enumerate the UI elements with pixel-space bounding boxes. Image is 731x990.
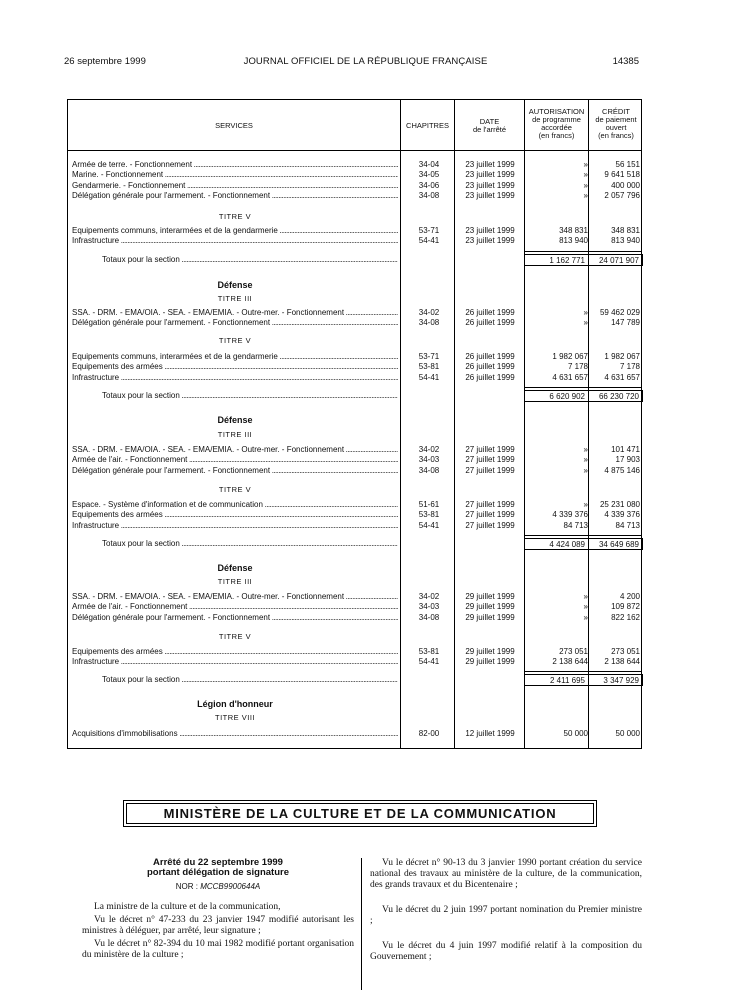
service-cell: Equipements des armées ..... <box>72 647 398 657</box>
section-title: Défense <box>217 280 253 290</box>
table-row <box>68 466 643 476</box>
autorisation-cell: » <box>583 180 588 190</box>
paragraph: Vu le décret n° 90-13 du 3 janvier 1990 portant création du service national des travaux au ministère de la culture, de la communication, des grands travaux et du Bicentenaire ; <box>370 858 642 890</box>
autorisation-cell: 4 339 376 <box>552 510 588 520</box>
titre-heading: TITRE V <box>218 485 252 494</box>
section-total-autorisation: 2 411 695 <box>524 674 589 686</box>
credit-cell: 4 339 376 <box>604 510 640 520</box>
section-total-autorisation: 1 162 771 <box>524 254 589 266</box>
chapitre-cell: 34-02 <box>418 445 440 454</box>
header-line: de l'arrêté <box>472 125 507 134</box>
date-cell: 23 juillet 1999 <box>465 236 515 246</box>
table-row <box>68 170 643 180</box>
service-cell: Armée de l'air. - Fonctionnement ..... <box>72 455 398 465</box>
chapitre-cell: 53-81 <box>418 647 440 656</box>
header-line: DATE <box>479 117 500 126</box>
credit-cell: 822 162 <box>611 612 640 622</box>
table-row <box>68 729 643 739</box>
chapitre-cell: 53-81 <box>418 362 440 372</box>
chapitre-cell: 54-41 <box>418 372 440 382</box>
titre-heading: TITRE III <box>217 294 253 303</box>
table-row <box>68 455 643 465</box>
autorisation-cell: » <box>583 190 588 200</box>
section-total-autorisation: 6 620 902 <box>524 390 589 402</box>
date-cell: 29 juillet 1999 <box>465 592 515 601</box>
titre-heading: TITRE V <box>218 336 252 345</box>
autorisation-cell: » <box>583 308 588 317</box>
table-row <box>68 602 643 612</box>
date-cell: 26 juillet 1999 <box>465 352 515 361</box>
section-title: Défense <box>217 563 253 573</box>
total-rule <box>524 387 641 388</box>
date-cell: 27 juillet 1999 <box>465 520 515 530</box>
chapitre-cell: 34-08 <box>418 190 440 200</box>
credit-cell: 109 872 <box>611 602 640 612</box>
credit-cell: 59 462 029 <box>599 308 640 317</box>
service-cell: Gendarmerie. - Fonctionnement ..... <box>72 181 398 191</box>
table-row <box>68 181 643 191</box>
chapitre-cell: 34-08 <box>418 318 440 328</box>
total-rule <box>524 251 641 252</box>
appropriations-table <box>67 99 642 749</box>
header-line: accordée <box>541 123 572 132</box>
autorisation-cell: » <box>583 445 588 454</box>
service-cell: SSA. - DRM. - EMA/OIA. - SEA. - EMA/EMIA. - Outre-mer. - Fonctionnement ..... <box>72 592 398 602</box>
date-cell: 27 juillet 1999 <box>465 455 515 465</box>
total-rule <box>524 535 641 536</box>
date-cell: 27 juillet 1999 <box>465 510 515 520</box>
date-cell: 29 juillet 1999 <box>465 647 515 656</box>
autorisation-cell: » <box>583 455 588 465</box>
credit-cell: 1 982 067 <box>604 352 640 361</box>
col-header-credit <box>589 108 643 140</box>
autorisation-cell: 273 051 <box>559 647 588 656</box>
autorisation-cell: 7 178 <box>567 362 588 372</box>
chapitre-cell: 34-04 <box>418 160 440 169</box>
section-total-label: Totaux pour la section ..... <box>72 391 398 400</box>
column-separator <box>361 858 362 990</box>
autorisation-cell: 50 000 <box>563 729 588 738</box>
col-header-services: SERVICES <box>215 121 253 130</box>
table-row <box>68 308 643 318</box>
service-cell: Marine. - Fonctionnement ..... <box>72 170 398 180</box>
section-title: Défense <box>217 415 253 425</box>
col-header-autorisation <box>525 108 588 140</box>
service-cell: Espace. - Système d'information et de communication ..... <box>72 500 398 510</box>
credit-cell: 9 641 518 <box>604 170 640 180</box>
chapitre-cell: 82-00 <box>418 729 440 738</box>
titre-heading: TITRE III <box>217 430 253 439</box>
date-cell: 26 juillet 1999 <box>465 362 515 372</box>
arrete-subtitle: portant délégation de signature <box>147 867 289 878</box>
credit-cell: 17 903 <box>615 455 640 465</box>
table-row <box>68 226 643 236</box>
autorisation-cell: 348 831 <box>559 226 588 235</box>
autorisation-cell: » <box>583 612 588 622</box>
chapitre-cell: 53-71 <box>418 352 440 361</box>
text-column-right <box>370 858 642 977</box>
service-cell: SSA. - DRM. - EMA/OIA. - SEA. - EMA/EMIA. - Outre-mer. - Fonctionnement ..... <box>72 445 398 455</box>
date-cell: 26 juillet 1999 <box>465 308 515 317</box>
header-line: ouvert <box>605 123 627 132</box>
header-line: CRÉDIT <box>602 107 630 116</box>
autorisation-cell: 2 138 644 <box>552 657 588 667</box>
date-cell: 23 juillet 1999 <box>465 226 515 235</box>
date-cell: 29 juillet 1999 <box>465 602 515 612</box>
service-cell: Délégation générale pour l'armement. - Fonctionnement ..... <box>72 318 398 328</box>
service-cell: Infrastructure ..... <box>72 373 398 383</box>
service-cell: Infrastructure ..... <box>72 521 398 531</box>
titre-heading: TITRE VIII <box>214 713 255 722</box>
nor-label: NOR : <box>175 882 198 891</box>
titre-heading: TITRE III <box>217 577 253 586</box>
header-line: AUTORISATION <box>528 107 585 116</box>
date-cell: 27 juillet 1999 <box>465 445 515 454</box>
chapitre-cell: 54-41 <box>418 657 440 667</box>
date-cell: 23 juillet 1999 <box>465 170 515 180</box>
chapitre-cell: 34-08 <box>418 465 440 475</box>
section-total-autorisation: 4 424 089 <box>524 538 589 550</box>
chapitre-cell: 34-08 <box>418 612 440 622</box>
page-number: 14385 <box>612 56 639 67</box>
page-header-date: 26 septembre 1999 <box>64 56 146 67</box>
date-cell: 27 juillet 1999 <box>465 465 515 475</box>
date-cell: 23 juillet 1999 <box>465 190 515 200</box>
credit-cell: 4 875 146 <box>604 465 640 475</box>
autorisation-cell: 4 631 657 <box>552 372 588 382</box>
ministry-banner-title: MINISTÈRE DE LA CULTURE ET DE LA COMMUNICATION <box>126 803 594 824</box>
autorisation-cell: 1 982 067 <box>552 352 588 361</box>
credit-cell: 84 713 <box>615 520 640 530</box>
autorisation-cell: » <box>583 465 588 475</box>
table-row <box>68 160 643 170</box>
service-cell: Délégation générale pour l'armement. - Fonctionnement ..... <box>72 191 398 201</box>
table-row <box>68 500 643 510</box>
total-rule <box>524 671 641 672</box>
chapitre-cell: 34-03 <box>418 455 440 465</box>
table-row <box>68 373 643 383</box>
table-row <box>68 521 643 531</box>
arrete-title: Arrêté du 22 septembre 1999 <box>153 857 283 868</box>
service-cell: Armée de terre. - Fonctionnement ..... <box>72 160 398 170</box>
service-cell: Armée de l'air. - Fonctionnement ..... <box>72 602 398 612</box>
col-header-date <box>455 118 524 134</box>
date-cell: 23 juillet 1999 <box>465 160 515 169</box>
service-cell: Equipements communs, interarmées et de la gendarmerie ..... <box>72 226 398 236</box>
chapitre-cell: 54-41 <box>418 236 440 246</box>
service-cell: Délégation générale pour l'armement. - Fonctionnement ..... <box>72 613 398 623</box>
header-line: (en francs) <box>598 131 634 140</box>
ministry-banner <box>123 800 597 827</box>
table-row <box>68 318 643 328</box>
credit-cell: 348 831 <box>611 226 640 235</box>
table-row <box>68 362 643 372</box>
paragraph: Vu le décret n° 82-394 du 10 mai 1982 modifié portant organisation du ministère de la culture ; <box>82 939 354 960</box>
text-column-left <box>82 858 354 963</box>
credit-cell: 50 000 <box>615 729 640 738</box>
header-line: de programme <box>532 115 581 124</box>
autorisation-cell: » <box>583 500 588 509</box>
date-cell: 29 juillet 1999 <box>465 657 515 667</box>
credit-cell: 400 000 <box>611 180 640 190</box>
autorisation-cell: 813 940 <box>559 236 588 246</box>
credit-cell: 25 231 080 <box>599 500 640 509</box>
autorisation-cell: » <box>583 318 588 328</box>
section-total-credit: 66 230 720 <box>588 390 643 402</box>
paragraph: Vu le décret du 2 juin 1997 portant nomination du Premier ministre ; <box>370 905 642 926</box>
credit-cell: 273 051 <box>611 647 640 656</box>
service-cell: Délégation générale pour l'armement. - Fonctionnement ..... <box>72 466 398 476</box>
service-cell: SSA. - DRM. - EMA/OIA. - SEA. - EMA/EMIA. - Outre-mer. - Fonctionnement ..... <box>72 308 398 318</box>
service-cell: Infrastructure ..... <box>72 236 398 246</box>
page-header-title: JOURNAL OFFICIEL DE LA RÉPUBLIQUE FRANÇAISE <box>243 56 488 67</box>
service-cell: Equipements communs, interarmées et de la gendarmerie ..... <box>72 352 398 362</box>
header-line: (en francs) <box>538 131 575 140</box>
header-line: de paiement <box>595 115 637 124</box>
credit-cell: 813 940 <box>611 236 640 246</box>
section-total-label: Totaux pour la section ..... <box>72 255 398 264</box>
date-cell: 23 juillet 1999 <box>465 180 515 190</box>
table-row <box>68 445 643 455</box>
table-row <box>68 613 643 623</box>
table-row <box>68 592 643 602</box>
credit-cell: 2 138 644 <box>604 657 640 667</box>
table-row <box>68 657 643 667</box>
credit-cell: 147 789 <box>611 318 640 328</box>
section-total-credit: 3 347 929 <box>588 674 643 686</box>
section-total-credit: 24 071 907 <box>588 254 643 266</box>
table-row <box>68 647 643 657</box>
table-row <box>68 510 643 520</box>
paragraph: Vu le décret n° 47-233 du 23 janvier 1947 modifié autorisant les ministres à déléguer, par arrêté, leur signature ; <box>82 915 354 936</box>
col-header-chapitres: CHAPITRES <box>406 121 449 130</box>
service-cell: Equipements des armées ..... <box>72 510 398 520</box>
credit-cell: 7 178 <box>619 362 640 372</box>
section-total-label: Totaux pour la section ..... <box>72 539 398 548</box>
paragraph: Vu le décret du 4 juin 1997 modifié relatif à la composition du Gouvernement ; <box>370 941 642 962</box>
chapitre-cell: 51-61 <box>418 500 440 509</box>
autorisation-cell: » <box>583 602 588 612</box>
date-cell: 12 juillet 1999 <box>465 729 515 738</box>
autorisation-cell: » <box>583 160 588 169</box>
credit-cell: 56 151 <box>615 160 640 169</box>
table-row <box>68 352 643 362</box>
paragraph: La ministre de la culture et de la communication, <box>94 902 281 912</box>
autorisation-cell: » <box>583 170 588 180</box>
autorisation-cell: 84 713 <box>563 520 588 530</box>
chapitre-cell: 53-71 <box>418 226 440 235</box>
table-row <box>68 191 643 201</box>
table-row <box>68 236 643 246</box>
chapitre-cell: 34-03 <box>418 602 440 612</box>
header-divider <box>68 150 641 151</box>
chapitre-cell: 34-06 <box>418 180 440 190</box>
nor-reference <box>82 881 354 892</box>
date-cell: 27 juillet 1999 <box>465 500 515 509</box>
titre-heading: TITRE V <box>218 632 252 641</box>
credit-cell: 4 200 <box>619 592 640 601</box>
service-cell: Infrastructure ..... <box>72 657 398 667</box>
section-title: Légion d'honneur <box>197 699 273 709</box>
service-cell: Equipements des armées ..... <box>72 362 398 372</box>
service-cell: Acquisitions d'immobilisations ..... <box>72 729 398 739</box>
credit-cell: 2 057 796 <box>604 190 640 200</box>
section-total-credit: 34 649 689 <box>588 538 643 550</box>
chapitre-cell: 53-81 <box>418 510 440 520</box>
credit-cell: 101 471 <box>611 445 640 454</box>
date-cell: 26 juillet 1999 <box>465 372 515 382</box>
autorisation-cell: » <box>583 592 588 601</box>
chapitre-cell: 34-05 <box>418 170 440 180</box>
credit-cell: 4 631 657 <box>604 372 640 382</box>
chapitre-cell: 54-41 <box>418 520 440 530</box>
titre-heading: TITRE V <box>218 212 252 221</box>
date-cell: 29 juillet 1999 <box>465 612 515 622</box>
chapitre-cell: 34-02 <box>418 592 440 601</box>
date-cell: 26 juillet 1999 <box>465 318 515 328</box>
chapitre-cell: 34-02 <box>418 308 440 317</box>
nor-code: MCCB9900644A <box>200 882 261 891</box>
section-total-label: Totaux pour la section ..... <box>72 675 398 684</box>
